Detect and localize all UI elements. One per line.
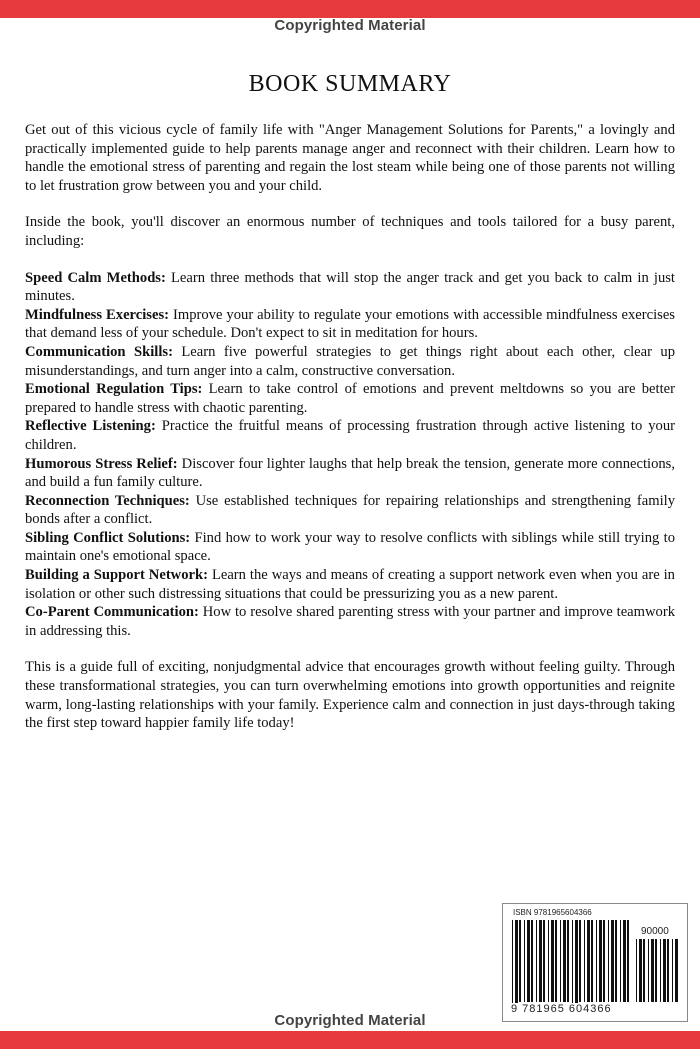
feature-term: Mindfulness Exercises: (25, 306, 169, 323)
feature-term: Emotional Regulation Tips: (25, 381, 203, 398)
page-title: BOOK SUMMARY (248, 71, 452, 97)
feature-text: Learn to take control of emotions and prevent meltdowns so you are better prepared to handle stress with chaotic parenting. (25, 381, 675, 416)
feature-term: Building a Support Network: (25, 567, 208, 584)
barcode-bars-icon (511, 920, 629, 1010)
price-code: 90000 (641, 926, 669, 937)
feature-item (25, 380, 675, 417)
isbn-label: ISBN 9781965604366 (513, 908, 592, 917)
feature-text: Learn five powerful strategies to get things right about each other, clear up misunderstandings, and turn anger into a calm, constructive conversation. (25, 343, 675, 379)
feature-term: Sibling Conflict Solutions: (25, 529, 191, 546)
feature-term: Co-Parent Communication: (25, 604, 199, 621)
feature-item (25, 455, 675, 492)
feature-text: Discover four lighter laughs that help break the tension, generate more connections, and build a fun family culture. (25, 455, 675, 491)
feature-term: Reflective Listening: (25, 418, 156, 435)
isbn-barcode (502, 903, 688, 1022)
feature-term: Reconnection Techniques: (25, 492, 190, 509)
feature-text: Learn three methods that will stop the anger track and get you back to calm in just minutes. (25, 269, 675, 305)
copyright-header: Copyrighted Material (274, 17, 426, 34)
feature-term: Communication Skills: (25, 343, 173, 360)
feature-text: Learn the ways and means of creating a support network even when you are in isolation or other such distressing situations that could be pressurizing you as a new parent. (25, 567, 675, 602)
feature-item (25, 603, 675, 640)
feature-item (25, 269, 675, 306)
feature-item (25, 343, 675, 380)
feature-item (25, 529, 675, 566)
feature-item (25, 492, 675, 529)
feature-text: Use established techniques for repairing relationships and strengthening family bonds after a conflict. (25, 492, 676, 528)
copyright-footer: Copyrighted Material (274, 1012, 426, 1029)
barcode-addon-bars-icon (635, 939, 679, 1010)
closing-paragraph: This is a guide full of exciting, nonjudgmental advice that encourages growth without feeling guilty. Through these transformational strategies, you can turn overwhelming emotions into growth opportunities and reignite warm, long-lasting relationships with your family. Experience calm and connection in just days-through taking the first step toward happier family life today! (25, 659, 675, 732)
feature-text: How to resolve shared parenting stress with your partner and improve teamwork in addressing this. (25, 604, 675, 639)
intro-paragraph: Get out of this vicious cycle of family life with "Anger Management Solutions for Parents," a lovingly and practically implemented guide to help parents manage anger and reconnect with their children. Learn how to handle the emotional stress of parenting and regain the lost steam while being one of those parents not willing to let frustration grow between you and your child. (25, 122, 675, 194)
feature-term: Speed Calm Methods: (25, 269, 166, 286)
bottom-red-band (0, 1031, 700, 1049)
feature-item (25, 306, 675, 343)
feature-item (25, 566, 675, 603)
lead-paragraph: Inside the book, you'll discover an enormous number of techniques and tools tailored for a busy parent, including: (25, 214, 675, 249)
feature-text: Find how to work your way to resolve conflicts with siblings while still trying to maintain one's emotional space. (25, 529, 675, 565)
top-red-band (0, 0, 700, 18)
feature-text: Improve your ability to regulate your emotions with accessible mindfulness exercises that demand less of your schedule. Don't expect to sit in meditation for hours. (25, 306, 675, 342)
barcode-digits: 9 781965 604366 (511, 1003, 612, 1015)
feature-term: Humorous Stress Relief: (25, 455, 178, 472)
feature-text: Practice the fruitful means of processing frustration through active listening to your children. (25, 418, 675, 453)
feature-list (25, 269, 675, 641)
summary-content (25, 121, 675, 733)
feature-item (25, 417, 675, 454)
